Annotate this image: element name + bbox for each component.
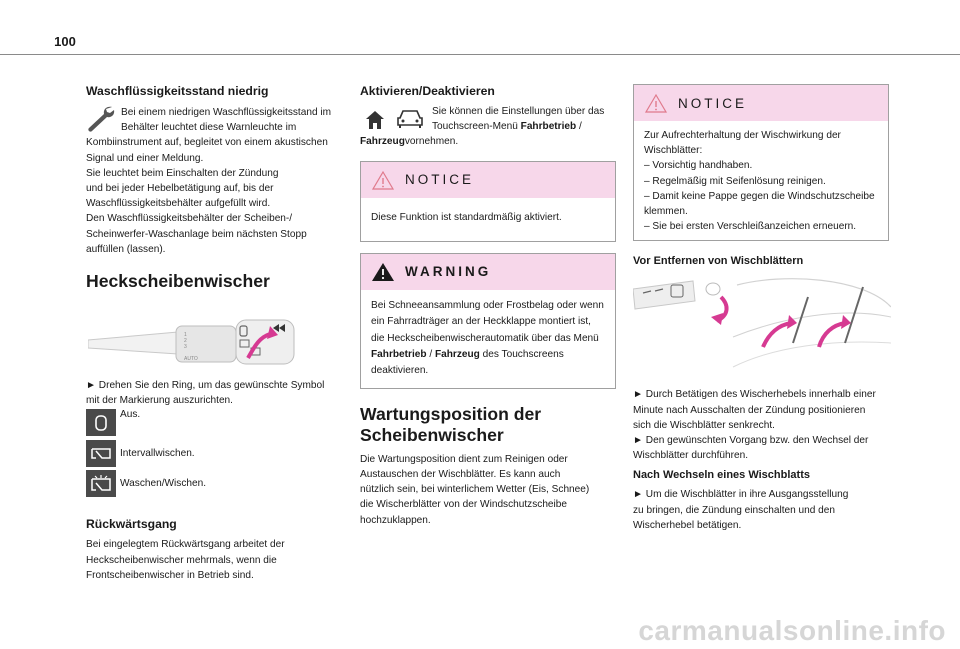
notice-box-2 (633, 84, 889, 241)
washer-line: Den Waschflüssigkeitsbehälter der Scheiben-/ (86, 213, 293, 225)
service-line: die Wischerblätter von der Windschutzscheibe (360, 499, 568, 511)
removal-line: sich die Wischblätter senkrecht. (633, 419, 775, 431)
menu-fahrzeug: Fahrzeug (434, 349, 480, 361)
wiper-wash-icon (86, 470, 116, 497)
service-title-2: Scheibenwischer (360, 424, 504, 445)
washer-line: auffüllen (lassen). (86, 243, 166, 255)
service-title-1: Wartungsposition der (360, 403, 542, 424)
column-3 (633, 80, 889, 533)
page-number: 100 (54, 34, 76, 49)
removal-line: ► Durch Betätigen des Wischerhebels innerhalb einer (633, 389, 876, 401)
svg-text:3: 3 (184, 344, 187, 351)
rear-instruction: ► Drehen Sie den Ring, um das gewünschte Symbol (86, 380, 325, 392)
wiper-service-illustration (633, 277, 891, 381)
warning-text: des Touchscreens (479, 349, 564, 361)
svg-text:1: 1 (184, 332, 187, 339)
activate-line-2 (432, 119, 616, 134)
washer-line: Bei einem niedrigen Waschflüssigkeitsstand im (121, 107, 332, 118)
notice-line: – Regelmäßig mit Seifenlösung reinigen. (644, 175, 826, 187)
activate-title: Aktivieren/Deaktivieren (360, 84, 495, 98)
service-line: Austauschen der Wischblätter. Es kann auch (360, 469, 561, 481)
notice-box (360, 161, 616, 242)
activate-section (360, 104, 616, 150)
warning-box (360, 253, 616, 389)
warning-filled-icon (371, 262, 395, 282)
after-line: Wischerhebel betätigen. (633, 519, 742, 531)
lever-auto-label: AUTO (184, 356, 198, 363)
notice-line: klemmen. (644, 206, 688, 218)
removal-line: ► Den gewünschten Vorgang bzw. den Wechsel der (633, 435, 869, 447)
warning-line: Bei Schneeansammlung oder Frostbelag oder wenn (371, 299, 604, 311)
warning-line: deaktivieren. (371, 365, 429, 377)
activate-text: / (576, 121, 582, 133)
notice-line: Wischblätter: (644, 145, 703, 157)
reverse-line: Frontscheibenwischer in Betrieb sind. (86, 569, 254, 581)
service-line: hochzuklappen. (360, 514, 431, 526)
washer-line: und bei jeder Hebelbetätigung auf, bis der (86, 183, 274, 195)
washer-title: Waschflüssigkeitsstand niedrig (86, 84, 269, 98)
wiper-off-label: Aus. (120, 409, 141, 421)
notice-text: Diese Funktion ist standardmäßig aktiviert. (371, 211, 562, 223)
warning-line: ein Fahrradträger an der Heckklappe montiert ist, (371, 316, 591, 328)
notice-title: NOTICE (405, 172, 475, 188)
washer-line: Behälter leuchtet diese Warnleuchte im (121, 122, 297, 134)
washer-line: Kombiinstrument auf, begleitet von einem akustischen (86, 137, 328, 149)
wiper-intermittent-item (86, 440, 338, 467)
warning-line (371, 347, 605, 363)
header-rule (0, 54, 960, 55)
washer-section (86, 105, 338, 257)
warning-line: die Heckscheibenwischerautomatik über das Menü (371, 332, 599, 344)
after-line: zu bringen, die Zündung einschalten und den (633, 504, 836, 516)
wiper-wash-item (86, 470, 338, 497)
washer-line: Waschflüssigkeitsbehälter aufgefüllt wird. (86, 198, 271, 210)
washer-line: Signal und einer Meldung. (86, 152, 204, 164)
notice-line: Zur Aufrechterhaltung der Wischwirkung der (644, 130, 841, 141)
watermark: carmanualsonline.info (638, 615, 946, 646)
activate-text: Touchscreen-Menü (432, 121, 521, 133)
menu-fahrbetrieb: Fahrbetrieb (520, 121, 577, 133)
column-2 (360, 80, 616, 528)
wiper-intermittent-label: Intervallwischen. (120, 448, 195, 460)
wiper-off-item (86, 409, 338, 436)
svg-text:2: 2 (184, 338, 187, 345)
service-line: Die Wartungsposition dient zum Reinigen oder (360, 453, 568, 465)
notice-header (361, 162, 615, 198)
rear-wiper-title: Heckscheibenwischer (86, 271, 270, 292)
wrench-icon (86, 105, 116, 133)
after-title: Nach Wechseln eines Wischblatts (633, 469, 810, 482)
notice-title-2: NOTICE (678, 95, 748, 111)
notice-header-2 (634, 85, 888, 121)
menu-fahrbetrieb: Fahrbetrieb (371, 349, 427, 361)
warning-outline-icon (371, 170, 395, 190)
removal-title: Vor Entfernen von Wischblättern (633, 255, 804, 268)
activate-line-3 (360, 134, 616, 149)
wiper-off-icon (86, 409, 116, 436)
warning-header (361, 254, 615, 290)
reverse-title: Rückwärtsgang (86, 517, 177, 532)
notice-line: – Damit keine Pappe gegen die Windschutzscheibe (644, 190, 875, 202)
washer-line: Sie leuchtet beim Einschalten der Zündung (86, 167, 279, 179)
rear-wiper-lever-illustration (88, 306, 298, 368)
removal-line: Wischblätter durchführen. (633, 450, 749, 462)
warning-title: WARNING (405, 264, 492, 280)
rear-instruction: mit der Markierung auszurichten. (86, 395, 233, 407)
wiper-intermittent-icon (86, 440, 116, 467)
activate-line-1: Sie können die Einstellungen über das (432, 106, 605, 117)
reverse-line: Heckscheibenwischer mehrmals, wenn die (86, 554, 277, 566)
reverse-line: Bei eingelegtem Rückwärtsgang arbeitet der (86, 539, 285, 551)
activate-text: vornehmen. (404, 136, 459, 148)
service-line: nützlich sein, bei winterlichem Wetter (Eis, Schnee) (360, 484, 590, 496)
column-1 (86, 80, 338, 583)
car-icon (396, 108, 424, 130)
after-line: ► Um die Wischblätter in ihre Ausgangsstellung (633, 489, 849, 501)
warning-text: / (426, 349, 435, 361)
warning-outline-icon (644, 93, 668, 113)
home-icon (364, 110, 386, 130)
washer-line: Scheinwerfer-Waschanlage beim nächsten Stopp (86, 228, 307, 240)
notice-line: – Sie bei ersten Verschleißanzeichen erneuern. (644, 221, 857, 233)
notice-line: – Vorsichtig handhaben. (644, 160, 753, 172)
wiper-wash-label: Waschen/Wischen. (120, 478, 207, 490)
menu-fahrzeug: Fahrzeug (360, 136, 405, 148)
removal-line: Minute nach Ausschalten der Zündung positionieren (633, 404, 866, 416)
